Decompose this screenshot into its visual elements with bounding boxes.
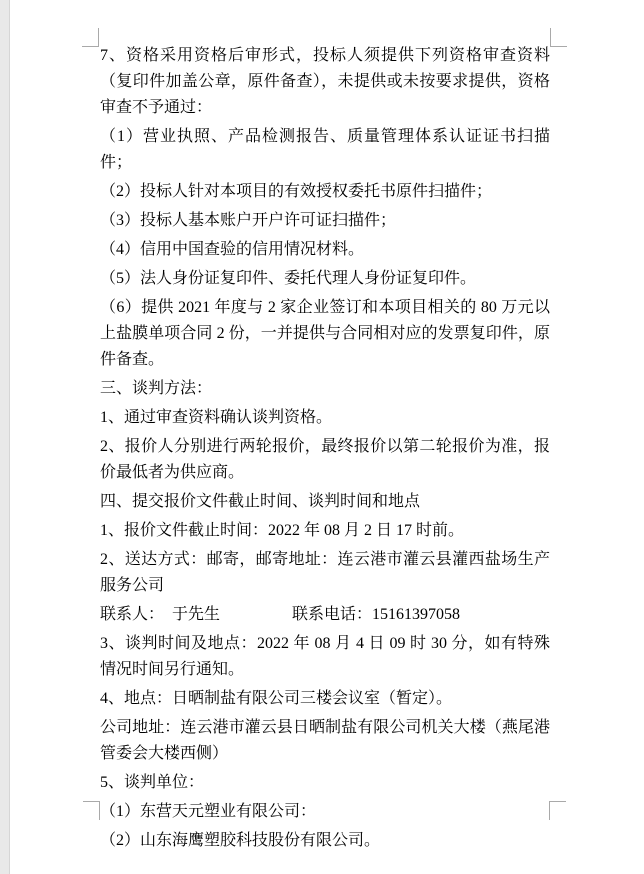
paragraph[interactable]: 3、谈判时间及地点：2022 年 08 月 4 日 09 时 30 分，如有特殊情况时间另行通知。 — [100, 635, 550, 678]
paragraph[interactable]: （5）法人身份证复印件、委托代理人身份证复印件。 — [100, 270, 477, 287]
margin-mark-bottom-right-icon — [549, 801, 566, 820]
paragraph[interactable]: （2）投标人针对本项目的有效授权委托书原件扫描件； — [100, 183, 493, 200]
page-left-edge — [0, 0, 10, 874]
paragraph[interactable]: 四、提交报价文件截止时间、谈判时间和地点 — [100, 493, 421, 510]
paragraph[interactable]: （4）信用中国查验的信用情况材料。 — [100, 241, 365, 258]
paragraph[interactable]: 4、地点：日晒制盐有限公司三楼会议室（暂定）。 — [100, 690, 453, 707]
paragraph[interactable]: （1）东营天元塑业有限公司： — [100, 803, 317, 820]
paragraph[interactable]: 5、谈判单位： — [100, 774, 205, 791]
paragraph[interactable]: 公司地址：连云港市灌云县日晒制盐有限公司机关大楼（燕尾港管委会大楼西侧） — [100, 719, 550, 762]
paragraph[interactable]: （3）投标人基本账户开户许可证扫描件； — [100, 212, 397, 229]
paragraph[interactable]: （2）山东海鹰塑胶科技股份有限公司。 — [100, 832, 381, 849]
margin-mark-bottom-left-icon — [83, 801, 100, 820]
paragraph[interactable]: （6）提供 2021 年度与 2 家企业签订和本项目相关的 80 万元以上盐膜单项合同 2 份，一并提供与合同相对应的发票复印件，原件备查。 — [100, 299, 550, 368]
margin-mark-top-right-icon — [550, 28, 567, 47]
paragraph[interactable]: 三、谈判方法： — [100, 380, 213, 397]
paragraph[interactable]: 2、送达方式：邮寄，邮寄地址：连云港市灌云县灌西盐场生产服务公司 — [100, 551, 550, 594]
paragraph[interactable]: 7、资格采用资格后审形式，投标人须提供下列资格审查资料（复印件加盖公章，原件备查），未提供或未按要求提供，资格审查不予通过： — [100, 47, 550, 116]
document-body — [100, 43, 550, 857]
paragraph[interactable]: 1、报价文件截止时间：2022 年 08 月 2 日 17 时前。 — [100, 522, 465, 539]
paragraph[interactable]: 联系人： 于先生 联系电话：15161397058 — [100, 606, 461, 623]
paragraph[interactable]: 2、报价人分别进行两轮报价，最终报价以第二轮报价为准，报价最低者为供应商。 — [100, 438, 550, 481]
margin-mark-top-left-icon — [82, 28, 99, 47]
paragraph[interactable]: （1）营业执照、产品检测报告、质量管理体系认证证书扫描件； — [100, 128, 550, 171]
paragraph[interactable]: 1、通过审查资料确认谈判资格。 — [100, 409, 333, 426]
